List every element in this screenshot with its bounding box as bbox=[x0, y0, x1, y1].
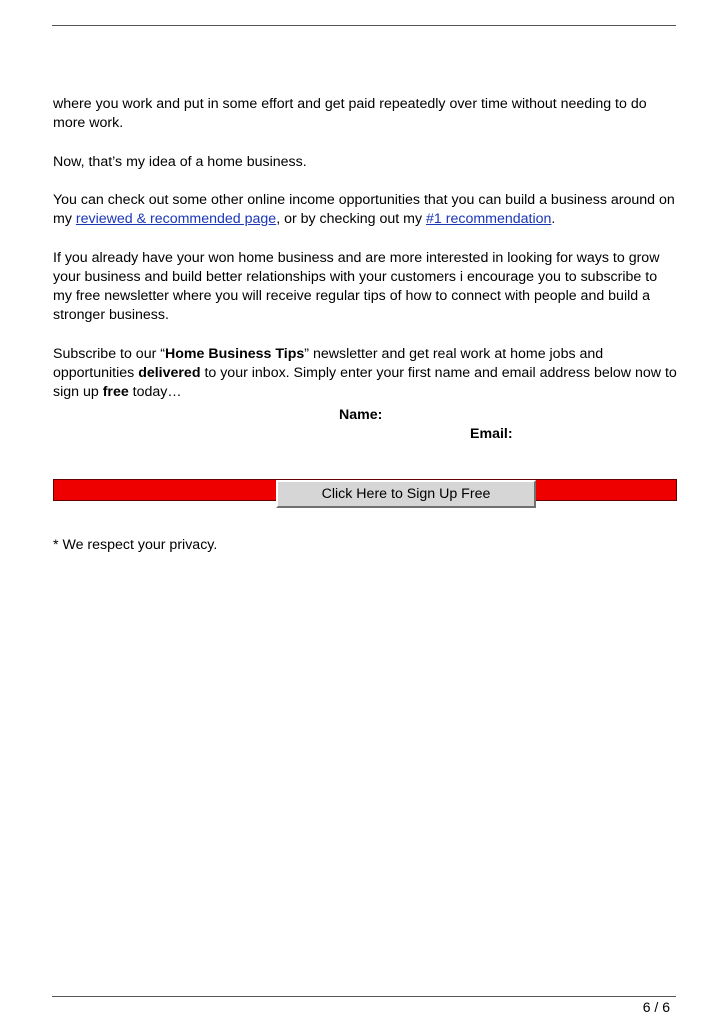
text-segment: You can check out some other online income opportunities that you can build a business around on my bbox=[53, 191, 675, 228]
privacy-note: * We respect your privacy. bbox=[53, 537, 218, 553]
page-number: 6 / 6 bbox=[642, 999, 670, 1015]
paragraph-intro: where you work and put in some effort and get paid repeatedly over time without needing to do more work. bbox=[53, 96, 647, 132]
top-recommendation-link[interactable]: #1 recommendation bbox=[426, 211, 552, 228]
signup-button[interactable]: Click Here to Sign Up Free bbox=[276, 480, 536, 508]
text-segment: today… bbox=[128, 383, 182, 400]
paragraph-opportunities bbox=[53, 191, 679, 229]
name-label: Name: bbox=[339, 407, 383, 423]
reviewed-recommended-link[interactable]: reviewed & recommended page bbox=[75, 211, 277, 228]
paragraph-idea: Now, that’s my idea of a home business. bbox=[53, 153, 307, 170]
text-segment: to your inbox. Simply enter your first name and email address below now to sign up bbox=[53, 364, 677, 400]
text-segment: ” newsletter and get real work at home jobs and opportunities bbox=[53, 345, 604, 381]
footer-rule bbox=[52, 996, 676, 997]
paragraph-newsletter-pitch: If you already have your won home business and are more interested in looking for ways to grow your business and build better relationships with your customers i encourage you to subscribe to my free newsletter where you will receive regular tips of how to connect with people and build a stronger business. bbox=[53, 249, 660, 324]
article-body bbox=[53, 95, 679, 421]
emphasis-delivered: delivered bbox=[138, 364, 201, 381]
header-rule bbox=[52, 25, 676, 26]
emphasis-free: free bbox=[102, 383, 129, 400]
text-segment: Subscribe to our “ bbox=[53, 345, 165, 362]
text-segment: . bbox=[551, 211, 556, 228]
email-label: Email: bbox=[470, 426, 513, 442]
text-segment: , or by checking out my bbox=[276, 211, 427, 228]
paragraph-subscribe bbox=[53, 345, 679, 403]
newsletter-name: Home Business Tips bbox=[164, 345, 305, 362]
